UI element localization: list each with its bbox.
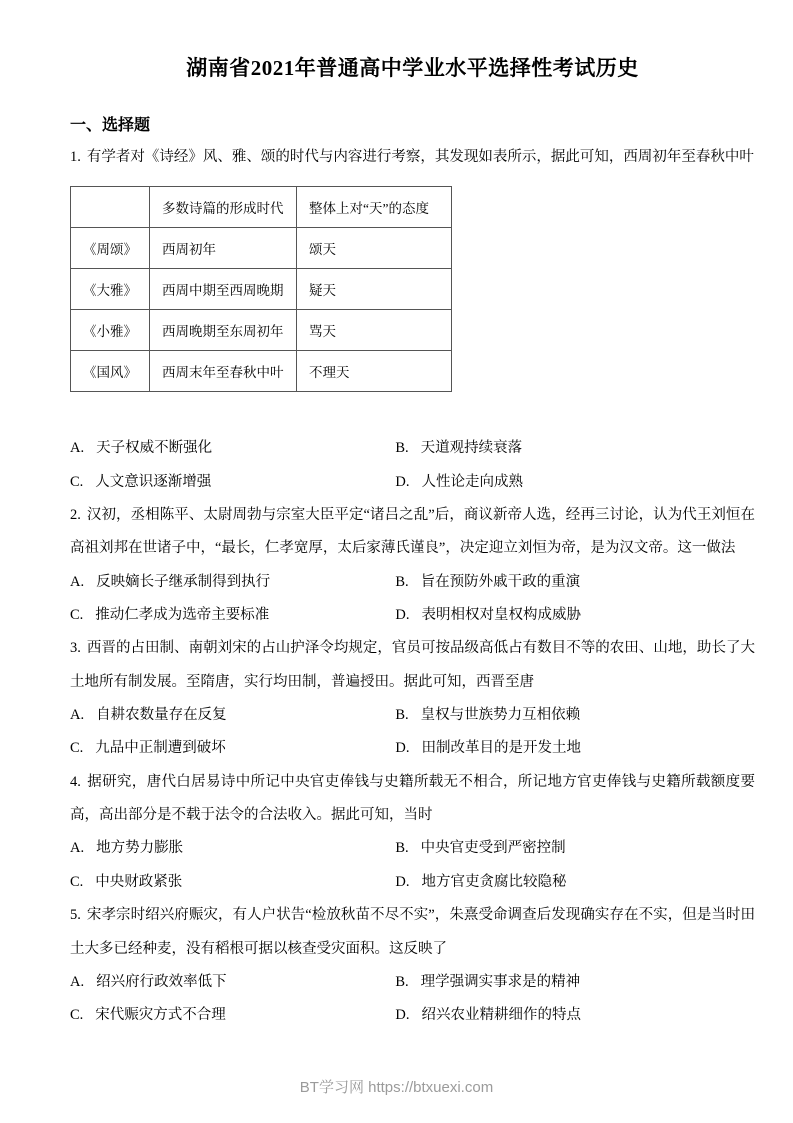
table-cell: 《大雅》 — [71, 269, 150, 310]
table-header-cell: 多数诗篇的形成时代 — [150, 187, 297, 228]
option-text: 反映嫡长子继承制得到执行 — [96, 573, 271, 590]
option-label: B. — [395, 973, 409, 990]
option-a — [70, 699, 395, 732]
question-number: 1. — [70, 149, 81, 165]
option-d — [395, 866, 755, 899]
option-label: A. — [70, 440, 85, 457]
option-c — [70, 732, 395, 765]
table-header-cell — [71, 187, 150, 228]
question-3 — [70, 632, 755, 765]
table-cell: 骂天 — [297, 310, 452, 351]
option-label: B. — [395, 440, 409, 457]
question-number: 5. — [70, 907, 81, 924]
watermark-footer: BT学习网 https://btxuexi.com — [299, 1078, 494, 1096]
table-cell: 西周中期至西周晚期 — [150, 269, 297, 310]
option-label: D. — [395, 740, 410, 757]
option-text: 天子权威不断强化 — [96, 440, 213, 457]
question-body: 汉初，丞相陈平、太尉周勃与宗室大臣平定“诸吕之乱”后，商议新帝人选，经再三讨论，认为代王刘恒在高祖刘邦在世诸子中，“最长，仁孝宽厚，太后家薄氏谨良”，决定迎立刘恒为帝，是为汉文帝。这一做法 — [70, 507, 755, 557]
page-title: 湖南省2021年普通高中学业水平选择性考试历史 — [186, 56, 639, 80]
question-text — [70, 632, 755, 699]
option-text: 人性论走向成熟 — [421, 473, 523, 490]
option-b — [395, 832, 755, 865]
option-text: 地方官吏贪腐比较隐秘 — [421, 873, 567, 890]
option-label: A. — [70, 573, 85, 590]
table-cell: 《周颂》 — [71, 228, 150, 269]
option-text: 九品中正制遭到破坏 — [95, 740, 226, 757]
table-cell: 颂天 — [297, 228, 452, 269]
option-a — [70, 432, 395, 465]
option-label: A. — [70, 973, 85, 990]
option-d — [395, 732, 755, 765]
option-label: A. — [70, 840, 85, 857]
option-text: 天道观持续衰落 — [420, 440, 523, 457]
option-label: B. — [395, 573, 409, 590]
question-1 — [70, 141, 755, 499]
option-a — [70, 966, 395, 999]
section-heading: 一、选择题 — [70, 117, 151, 134]
option-c — [70, 466, 395, 499]
option-text: 田制改革目的是开发土地 — [421, 740, 581, 757]
question-text — [70, 899, 755, 966]
question-number: 2. — [70, 507, 81, 524]
option-c — [70, 599, 395, 632]
table-header-cell: 整体上对“天”的态度 — [297, 187, 452, 228]
question-2 — [70, 499, 755, 632]
option-label: C. — [70, 607, 84, 624]
option-text: 旨在预防外戚干政的重演 — [420, 573, 581, 590]
table-cell: 不理天 — [297, 351, 452, 392]
option-d — [395, 999, 755, 1032]
question-body: 据研究，唐代白居易诗中所记中央官吏俸钱与史籍所载无不相合，所记地方官吏俸钱与史籍所载额度要高，高出部分是不载于法令的合法收入。据此可知，当时 — [70, 773, 755, 824]
table-row — [71, 310, 452, 351]
question-body: 有学者对《诗经》风、雅、颂的时代与内容进行考察，其发现如表所示，据此可知，西周初年至春秋中叶 — [86, 149, 754, 165]
question-text — [70, 766, 755, 833]
question-body: 宋孝宗时绍兴府赈灾，有人户状告“检放秋苗不尽不实”，朱熹受命调查后发现确实存在不实，但是当时田土大多已经种麦，没有稻根可据以核查受灾面积。这反映了 — [70, 907, 755, 957]
table-row — [71, 269, 452, 310]
option-text: 理学强调实事求是的精神 — [420, 973, 581, 990]
question-options — [70, 832, 755, 899]
shijing-table — [70, 186, 452, 392]
option-label: D. — [395, 873, 410, 890]
option-text: 宋代赈灾方式不合理 — [95, 1007, 226, 1024]
table-header-row — [71, 187, 452, 228]
table-row — [71, 351, 452, 392]
option-text: 推动仁孝成为选帝主要标准 — [95, 607, 270, 624]
option-text: 绍兴府行政效率低下 — [96, 973, 227, 990]
option-text: 表明相权对皇权构成威胁 — [421, 607, 581, 624]
option-text: 人文意识逐渐增强 — [95, 473, 212, 490]
question-body: 西晋的占田制、南朝刘宋的占山护泽令均规定，官员可按品级高低占有数目不等的农田、山地，助长了大土地所有制发展。至隋唐，实行均田制，普遍授田。据此可知，西晋至唐 — [70, 640, 755, 690]
table-cell: 疑天 — [297, 269, 452, 310]
question-number: 4. — [70, 773, 81, 790]
table-row — [71, 228, 452, 269]
option-b — [395, 566, 755, 599]
option-text: 绍兴农业精耕细作的特点 — [421, 1007, 581, 1024]
option-label: C. — [70, 740, 84, 757]
table-cell: 《国风》 — [71, 351, 150, 392]
option-b — [395, 966, 755, 999]
option-d — [395, 466, 755, 499]
option-c — [70, 866, 395, 899]
option-label: C. — [70, 873, 84, 890]
option-label: B. — [395, 840, 409, 857]
option-text: 中央财政紧张 — [95, 873, 183, 890]
question-text — [70, 499, 755, 566]
question-options — [70, 566, 755, 633]
option-label: D. — [395, 1007, 410, 1024]
option-text: 皇权与世族势力互相依赖 — [420, 707, 581, 724]
question-4 — [70, 766, 755, 899]
question-options — [70, 432, 755, 499]
option-a — [70, 832, 395, 865]
option-c — [70, 999, 395, 1032]
option-b — [395, 699, 755, 732]
option-label: D. — [395, 473, 410, 490]
option-label: A. — [70, 707, 85, 724]
question-5 — [70, 899, 755, 1032]
table-cell: 西周末年至春秋中叶 — [150, 351, 297, 392]
option-b — [395, 432, 755, 465]
question-options — [70, 966, 755, 1033]
table-cell: 西周晚期至东周初年 — [150, 310, 297, 351]
table-cell: 《小雅》 — [71, 310, 150, 351]
option-a — [70, 566, 395, 599]
question-options — [70, 699, 755, 766]
option-label: B. — [395, 707, 409, 724]
question-number: 3. — [70, 640, 81, 657]
option-text: 地方势力膨胀 — [96, 840, 184, 857]
option-text: 自耕农数量存在反复 — [96, 707, 227, 724]
option-d — [395, 599, 755, 632]
option-label: D. — [395, 607, 410, 624]
question-text — [70, 141, 755, 174]
option-label: C. — [70, 473, 84, 490]
table-cell: 西周初年 — [150, 228, 297, 269]
option-text: 中央官吏受到严密控制 — [420, 840, 566, 857]
option-label: C. — [70, 1007, 84, 1024]
